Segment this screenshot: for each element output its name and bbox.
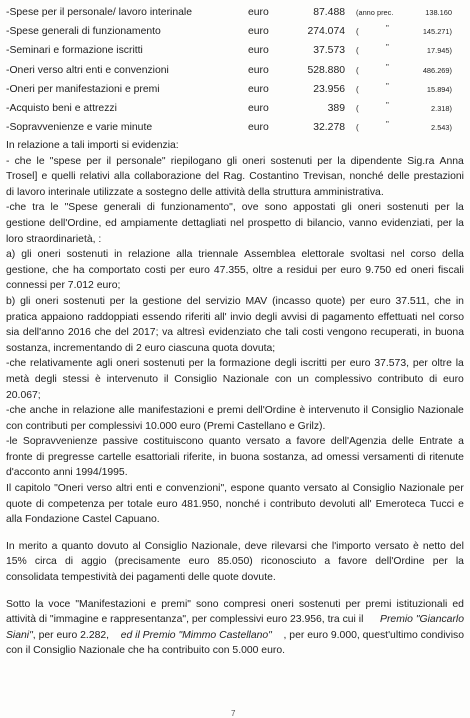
cost-row	[6, 3, 466, 22]
text-line: sostanza, incrementando di 2 euro ciascuna quota dovuta;	[6, 342, 276, 354]
text-fragment: , per euro 2.282,	[32, 629, 110, 641]
previous-year-label: (anno prec.	[356, 8, 394, 17]
open-paren: (	[356, 123, 359, 133]
award-name-fragment: ed il Premio "Mimmo Castellano"	[120, 629, 272, 641]
ditto-mark: "	[386, 100, 389, 110]
award-name-fragment: Siani"	[6, 629, 33, 641]
cost-label: -Oneri per manifestazioni e premi	[6, 83, 160, 95]
text-line: sia dell'anno 2016 che del 2017; va altresì evidenziato che tali costi vengono recuperati, in buona	[6, 327, 464, 339]
page-number: 7	[231, 709, 236, 718]
text-line: -che tra le "Spese generali di funzionamento", ove sono appostati gli oneri sostenuti per la	[6, 202, 464, 214]
cost-currency: euro	[248, 7, 269, 18]
text-line: In merito a quanto dovuto al Consiglio Nazionale, deve rilevarsi che l'importo versato è netto del	[6, 540, 464, 552]
text-line: pratica appaiono raddoppiati essendo riferiti all' invio degli avvisi di pagamento effettuati nel corso	[6, 311, 464, 323]
text-line: gestione, che ha comportato costi per euro 47.355, oltre a residui per euro 9.750 ed oneri fiscali	[6, 264, 464, 276]
previous-amount: 138.160	[425, 8, 452, 17]
cost-row	[6, 80, 466, 99]
cost-label: -Sopravvenienze e varie minute	[6, 122, 153, 134]
report-body	[6, 138, 464, 659]
text-line: -che relativamente agli oneri sostenuti per la formazione degli iscritti per euro 37.573, per oltre la	[6, 358, 464, 370]
cost-amount: 274.074	[307, 26, 345, 38]
open-paren: (	[356, 27, 359, 37]
text-line: con contributi per complessivi 10.000 euro (Premi Castellano e Grilz).	[6, 420, 326, 432]
previous-amount: 17.945)	[426, 46, 452, 56]
text-line: d'acconto anni 1994/1995.	[6, 467, 128, 479]
cost-currency: euro	[248, 64, 269, 76]
open-paren: (	[356, 103, 359, 113]
ditto-mark: "	[386, 62, 389, 72]
open-paren: (	[356, 84, 359, 94]
text-line: metà degli stessi è intervenuto il Consiglio Nazionale con un complessivo contributo di euro	[6, 373, 464, 385]
cost-row	[6, 41, 466, 60]
cost-label: -Oneri verso altri enti e convenzioni	[6, 64, 169, 76]
cost-currency: euro	[248, 45, 269, 57]
previous-amount: 2.318)	[431, 103, 452, 113]
cost-amount: 389	[327, 102, 345, 114]
text-line: consolidata tempestività dei pagamenti delle quote dovute.	[6, 572, 276, 584]
text-line: con il Consiglio Nazionale che ha contribuito con 5.000 euro.	[6, 645, 285, 657]
text-line: di lavoro interinale utilizzate a sostegno delle attività della struttura amministrativa.	[6, 186, 384, 198]
cost-amount: 87.488	[313, 7, 345, 18]
cost-row	[6, 99, 466, 118]
text-fragment	[6, 628, 109, 644]
cost-table	[6, 3, 466, 137]
cost-amount: 23.956	[313, 83, 345, 95]
ditto-mark: "	[386, 43, 389, 53]
previous-amount: 486.269)	[422, 65, 452, 75]
text-line: fronte di pregresse cartelle esattoriali riferite, in buona sostanza, ad omessi versamenti di ritenute	[6, 451, 464, 463]
text-line: - che le "spese per il personale" riepilogano gli oneri sostenuti per la dipendente Sig.ra Anna	[6, 155, 464, 167]
ditto-mark: "	[386, 81, 389, 91]
text-line: -le Sopravvenienze passive costituiscono quanto versato a favore dell'Agenzia delle Entrate a	[6, 436, 464, 448]
text-line: loro straordinarietà, :	[6, 233, 102, 245]
cost-row	[6, 22, 466, 41]
cost-label: -Spese per il personale/ lavoro interinale	[6, 7, 192, 18]
cost-currency: euro	[248, 83, 269, 95]
cost-currency: euro	[248, 102, 269, 114]
cost-amount: 37.573	[313, 45, 345, 57]
text-line: quote di competenza per totale euro 481.950, nonché i contributo devoluti all' Emeroteca Tucci e	[6, 498, 464, 510]
intro-line: In relazione a tali importi si evidenzia:	[6, 140, 179, 151]
text-line: 15% circa di aggio (precisamente euro 85.050) riconosciuto a favore dell'Ordine per la	[6, 556, 464, 568]
text-line: 20.067;	[6, 389, 41, 401]
text-line: -che anche in relazione alle manifestazioni e premi dell'Ordine è intervenuto il Consiglio Nazionale	[6, 405, 464, 417]
text-line: Sotto la voce "Manifestazioni e premi" sono compresi oneri sostenuti per premi istituzionali ed	[6, 598, 464, 610]
text-line: a) gli oneri sostenuti in relazione alla triennale Assemblea elettorale svoltasi nel corso della	[6, 249, 464, 261]
text-line: gestione dell'Ordine, ed ampiamente dettagliati nel prospetto di bilancio, vanno evidenziati, per la	[6, 217, 464, 229]
text-line	[6, 628, 464, 644]
cost-label: -Seminari e formazione iscritti	[6, 45, 143, 57]
award-name-fragment: Premio "Giancarlo	[380, 614, 464, 626]
cost-label: -Acquisto beni e attrezzi	[6, 102, 117, 114]
cost-row	[6, 61, 466, 80]
text-fragment: , per euro 9.000, quest'ultimo condiviso	[283, 629, 464, 641]
cost-amount: 528.880	[307, 64, 345, 76]
open-paren: (	[356, 46, 359, 56]
cost-amount: 32.278	[313, 122, 345, 134]
previous-amount: 145.271)	[422, 27, 452, 37]
text-line: connessi per 7.012 euro;	[6, 280, 121, 292]
cost-currency: euro	[248, 26, 269, 38]
text-fragment: attività di "immagine e rappresentanza", per complessivi euro 23.956, tra cui il	[6, 614, 364, 626]
cost-row	[6, 118, 466, 137]
previous-amount: 2.543)	[431, 123, 452, 133]
ditto-mark: "	[386, 120, 389, 130]
previous-amount: 15.894)	[426, 84, 452, 94]
text-line: Il capitolo "Oneri verso altri enti e convenzioni", espone quanto versato al Consiglio Nazionale per	[6, 483, 464, 495]
cost-currency: euro	[248, 122, 269, 134]
text-line: b) gli oneri sostenuti per la gestione del servizio MAV (incasso quote) per euro 37.511, che in	[6, 295, 464, 307]
cost-label: -Spese generali di funzionamento	[6, 26, 161, 38]
open-paren: (	[356, 65, 359, 75]
text-line: alla Fondazione Castel Capuano.	[6, 514, 160, 526]
text-line	[6, 612, 464, 628]
text-line: Trosel] e quelli relativi alla collaborazione del Rag. Costantino Trevisan, nonché delle prestazioni	[6, 171, 464, 183]
ditto-mark: "	[386, 24, 389, 34]
